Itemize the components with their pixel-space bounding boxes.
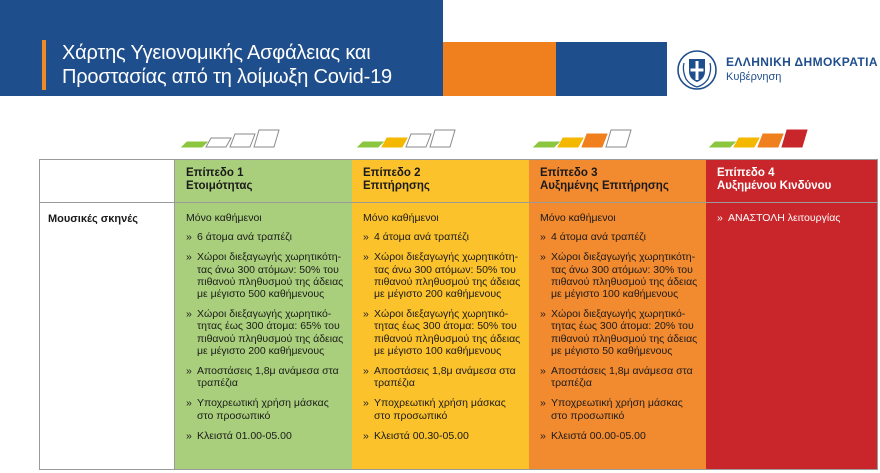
indicator-step — [382, 138, 407, 147]
chevron-right-icon: » — [363, 251, 369, 264]
measure-text-line: στο προσωπικό — [374, 409, 448, 422]
measure-item — [540, 430, 700, 442]
level-4-measures — [717, 212, 871, 232]
measure-text-line: Υποχρεωτική χρήση μάσκας — [374, 397, 506, 410]
chevron-right-icon: » — [186, 429, 192, 442]
indicator-step — [734, 138, 759, 147]
measure-text-line: 6 άτομα ανά τραπέζι — [197, 231, 292, 244]
government-subtitle: Κυβέρνηση — [726, 71, 782, 83]
measure-text-line: πιθανού πληθυσμού της άδειας — [374, 332, 521, 345]
measure-text-line: Χώροι διεξαγωγής χωρητικό- — [197, 308, 332, 321]
measure-text-line: πιθανού πληθυσμού της άδειας — [374, 275, 521, 288]
level-2-subtitle: Επιτήρησης — [363, 180, 430, 192]
greek-coat-of-arms-icon — [676, 49, 718, 91]
measure-text-line: με μέγιστο 100 καθήμενους — [374, 344, 502, 357]
measure-item — [363, 397, 523, 421]
chevron-right-icon: » — [186, 231, 192, 244]
measure-text-line: Χώροι διεξαγωγής χωρητικό- — [551, 308, 686, 321]
measure-text-line: με μέγιστο 100 καθήμενους — [551, 288, 679, 301]
measure-text-line: Κλειστά 00.30-05.00 — [374, 429, 469, 442]
measure-text-line: Κλειστά 00.00-05.00 — [551, 429, 646, 442]
chevron-right-icon: » — [540, 429, 546, 442]
measure-item — [363, 231, 523, 243]
measure-text-line: πιθανού πληθυσμού της άδειας — [197, 332, 344, 345]
measure-text-line: 4 άτομα ανά τραπέζι — [374, 231, 469, 244]
measure-item — [540, 231, 700, 243]
page-title — [62, 41, 442, 89]
measure-text-line: τητας έως 300 άτομα: 50% του — [374, 320, 517, 333]
measure-item — [540, 251, 700, 300]
measure-text-line: πιθανού πληθυσμού της άδειας — [197, 275, 344, 288]
chevron-right-icon: » — [540, 397, 546, 410]
measure-item — [363, 308, 523, 357]
measure-text-line: τητας έως 300 άτομα: 65% του — [197, 320, 340, 333]
chevron-right-icon: » — [363, 429, 369, 442]
level-1-title: Επίπεδο 1 — [186, 167, 244, 179]
indicator-step — [558, 138, 583, 147]
measure-item — [717, 212, 871, 224]
measure-item — [186, 397, 346, 421]
measure-text-line: με μέγιστο 200 καθήμενους — [374, 288, 502, 301]
measures-intro: Μόνο καθήμενοι — [540, 212, 616, 224]
decor-orange-block — [443, 42, 556, 96]
measure-text-line: Υποχρεωτική χρήση μάσκας — [197, 397, 329, 410]
measures-table — [39, 159, 878, 470]
measure-text-line: στο προσωπικό — [551, 409, 625, 422]
row-label-music-stages: Μουσικές σκηνές — [48, 213, 138, 225]
chevron-right-icon: » — [186, 251, 192, 264]
level-1-header — [175, 160, 352, 203]
measure-item — [186, 231, 346, 243]
measure-text-line: Υποχρεωτική χρήση μάσκας — [551, 397, 683, 410]
chevron-right-icon: » — [363, 397, 369, 410]
indicator-step — [254, 130, 279, 147]
measure-item — [540, 365, 700, 389]
level-3-title: Επίπεδο 3 — [540, 167, 598, 179]
measure-item — [186, 251, 346, 300]
row-label-column — [40, 160, 175, 469]
level-4-subtitle: Αυξημένου Κινδύνου — [717, 180, 832, 192]
measure-text-line: Αποστάσεις 1,8μ ανάμεσα στα — [197, 365, 339, 378]
measure-text-line: τραπέζια — [374, 377, 415, 390]
measure-text-line: τας άνω 300 ατόμων: 30% του — [551, 263, 693, 276]
level-2-header — [352, 160, 529, 203]
level-1-measures — [186, 212, 346, 450]
chevron-right-icon: » — [717, 212, 723, 224]
measure-text-line: ΑΝΑΣΤΟΛΗ λειτουργίας — [728, 212, 841, 224]
level-1-column — [175, 160, 352, 469]
chevron-right-icon: » — [363, 231, 369, 244]
measure-item — [363, 251, 523, 300]
measure-text-line: Χώροι διεξαγωγής χωρητικότη- — [374, 251, 519, 264]
level-3-measures — [540, 212, 700, 450]
level-3-indicator — [532, 127, 642, 149]
measure-text-line: Χώροι διεξαγωγής χωρητικότη- — [197, 251, 342, 264]
level-4-column — [706, 160, 877, 469]
chevron-right-icon: » — [363, 365, 369, 378]
measure-item — [540, 397, 700, 421]
level-2-indicator — [356, 127, 466, 149]
empty-header-cell — [40, 160, 174, 203]
measure-text-line: στο προσωπικό — [197, 409, 271, 422]
level-2-column — [352, 160, 529, 469]
indicator-step — [606, 130, 631, 147]
government-name: ΕΛΛΗΝΙΚΗ ΔΗΜΟΚΡΑΤΙΑ — [726, 55, 878, 69]
title-line-1: Χάρτης Υγειονομικής Ασφάλειας και — [62, 42, 371, 64]
chevron-right-icon: » — [186, 308, 192, 321]
chevron-right-icon: » — [540, 308, 546, 321]
chevron-right-icon: » — [540, 231, 546, 244]
measure-text-line: τραπέζια — [197, 377, 238, 390]
indicator-step — [230, 134, 255, 147]
measures-intro: Μόνο καθήμενοι — [363, 212, 439, 224]
measure-text-line: πιθανού πληθυσμού της άδειας — [551, 275, 698, 288]
measure-text-line: με μέγιστο 200 καθήμενους — [197, 344, 325, 357]
indicator-step — [710, 142, 735, 147]
chevron-right-icon: » — [186, 397, 192, 410]
measures-intro: Μόνο καθήμενοι — [186, 212, 262, 224]
level-1-indicator — [180, 127, 290, 149]
measure-item — [363, 430, 523, 442]
measure-item — [363, 365, 523, 389]
indicator-step — [430, 130, 455, 147]
measure-item — [540, 308, 700, 357]
indicator-step — [534, 142, 559, 147]
level-3-subtitle: Αυξημένης Επιτήρησης — [540, 180, 669, 192]
level-2-title: Επίπεδο 2 — [363, 167, 421, 179]
title-accent-bar — [42, 40, 46, 90]
level-2-measures — [363, 212, 523, 450]
measure-text-line: Χώροι διεξαγωγής χωρητικό- — [374, 308, 509, 321]
level-4-title: Επίπεδο 4 — [717, 167, 775, 179]
measure-text-line: Χώροι διεξαγωγής χωρητικότη- — [551, 251, 696, 264]
measure-text-line: τας άνω 300 ατόμων: 50% του — [197, 263, 339, 276]
chevron-right-icon: » — [540, 251, 546, 264]
measure-text-line: τητας έως 300 άτομα: 20% του — [551, 320, 694, 333]
indicator-step — [758, 134, 783, 147]
chevron-right-icon: » — [363, 308, 369, 321]
measure-text-line: με μέγιστο 500 καθήμενους — [197, 288, 325, 301]
level-1-subtitle: Ετοιμότητας — [186, 180, 253, 192]
level-3-header — [529, 160, 706, 203]
measure-text-line: Αποστάσεις 1,8μ ανάμεσα στα — [374, 365, 516, 378]
measure-item — [186, 430, 346, 442]
measure-text-line: με μέγιστο 50 καθήμενους — [551, 344, 673, 357]
measure-item — [186, 308, 346, 357]
level-3-column — [529, 160, 706, 469]
title-line-2: Προστασίας από τη λοίμωξη Covid-19 — [62, 66, 392, 88]
measure-text-line: Αποστάσεις 1,8μ ανάμεσα στα — [551, 365, 693, 378]
decor-blue-block — [556, 42, 667, 96]
indicator-step — [582, 134, 607, 147]
measure-text-line: τραπέζια — [551, 377, 592, 390]
measure-text-line: πιθανού πληθυσμού της άδειας — [551, 332, 698, 345]
indicator-step — [182, 142, 207, 147]
indicator-step — [358, 142, 383, 147]
level-4-header — [706, 160, 877, 203]
indicator-step — [406, 134, 431, 147]
indicator-step — [206, 138, 231, 147]
chevron-right-icon: » — [540, 365, 546, 378]
measure-text-line: τας άνω 300 ατόμων: 50% του — [374, 263, 516, 276]
measure-text-line: Κλειστά 01.00-05.00 — [197, 429, 292, 442]
indicator-step — [782, 130, 807, 147]
measure-item — [186, 365, 346, 389]
chevron-right-icon: » — [186, 365, 192, 378]
measure-text-line: 4 άτομα ανά τραπέζι — [551, 231, 646, 244]
level-4-indicator — [708, 127, 818, 149]
